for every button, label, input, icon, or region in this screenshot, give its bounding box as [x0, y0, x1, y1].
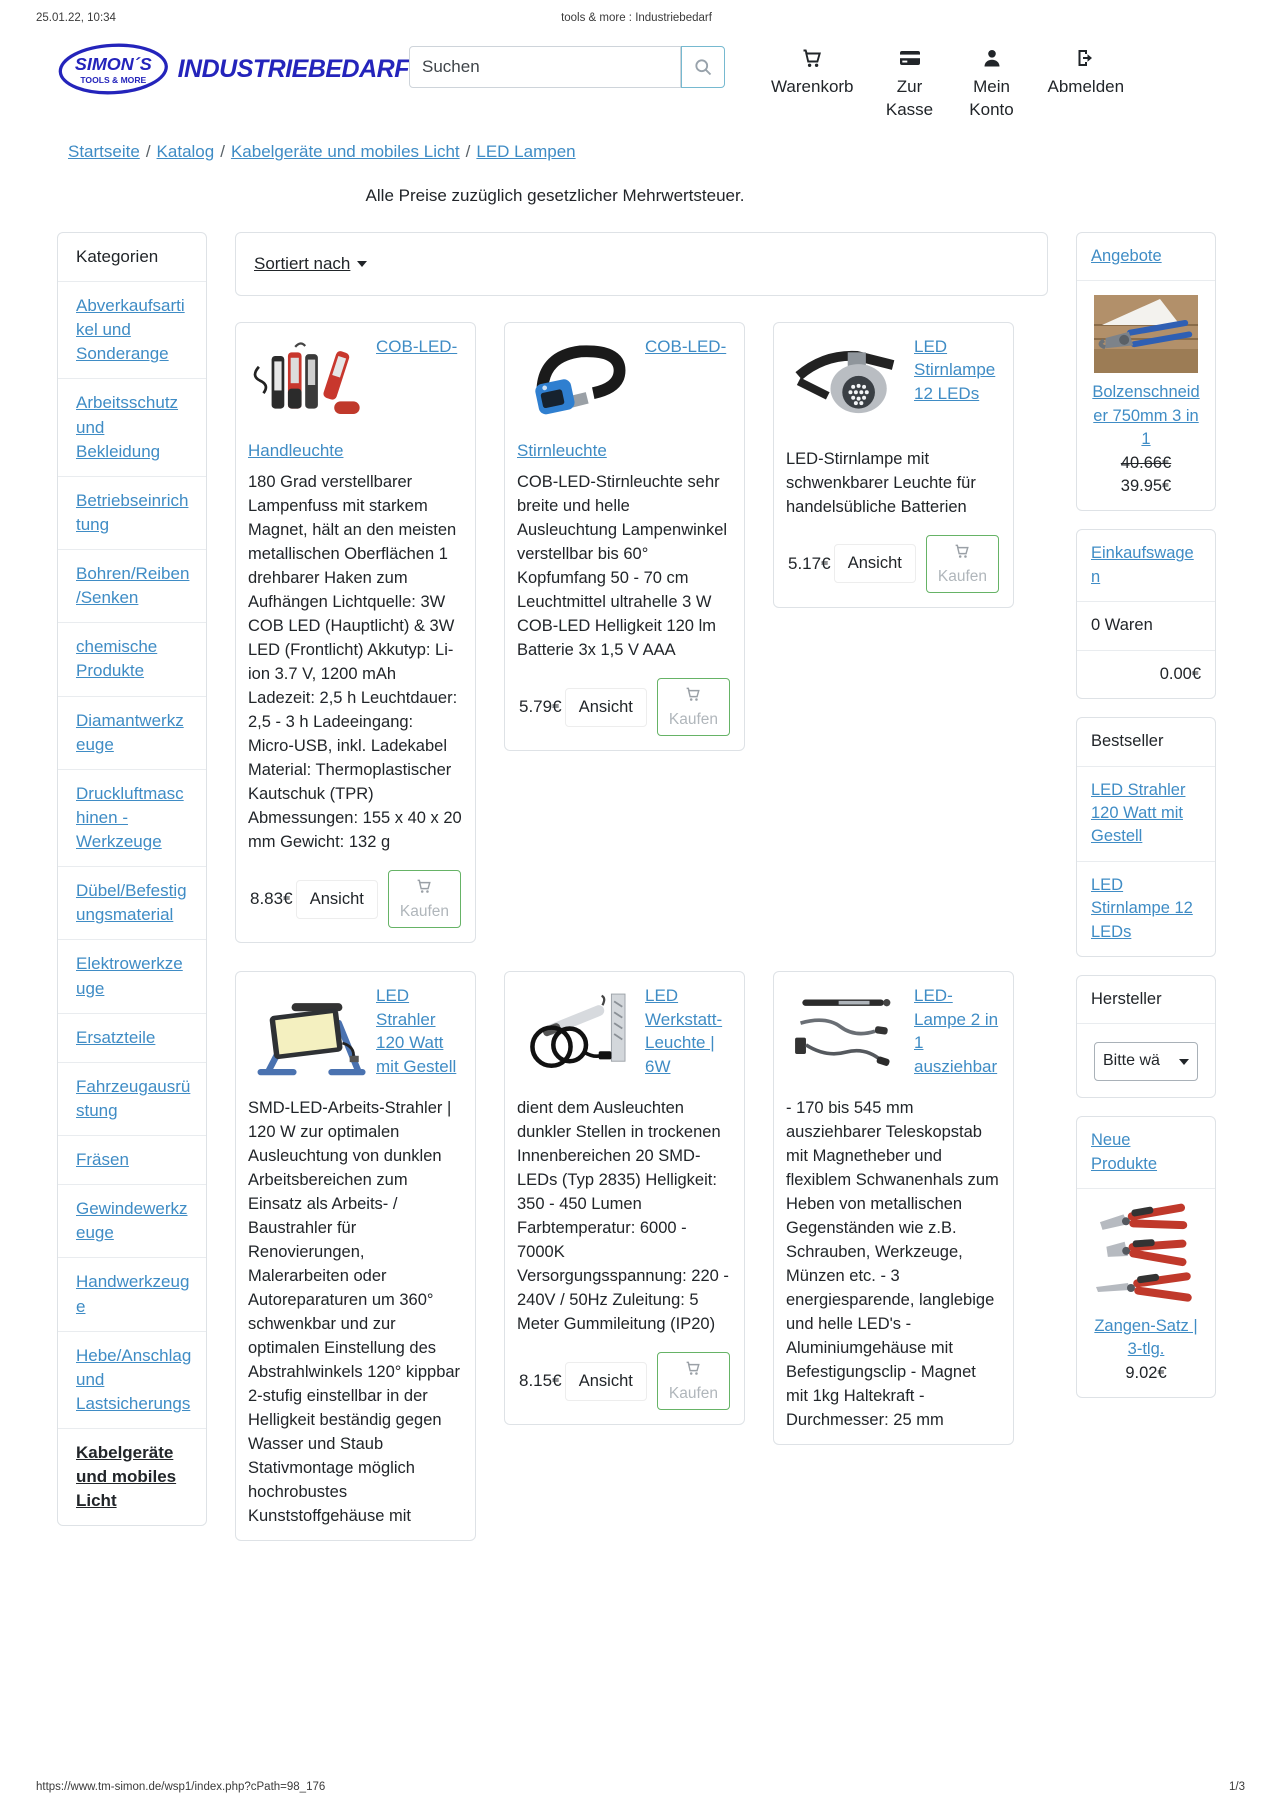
- offers-box: [1076, 232, 1216, 512]
- cart-summary-box: [1076, 529, 1216, 699]
- category-hebe-anschlag[interactable]: Hebe/Anschlag und Lastsicherungs: [76, 1345, 192, 1413]
- product-grid: [235, 322, 1048, 1541]
- category-fahrzeugausruestung[interactable]: Fahrzeugausrüstung: [76, 1076, 191, 1120]
- search-button[interactable]: [681, 46, 725, 88]
- new-product-image-zangen-satz[interactable]: [1094, 1203, 1198, 1307]
- view-button[interactable]: Ansicht: [834, 544, 916, 583]
- print-header: [0, 0, 1273, 24]
- nav-account[interactable]: [966, 46, 1018, 122]
- product-card-led-lampe-2in1: [773, 971, 1014, 1445]
- category-bohren[interactable]: Bohren/Reiben/Senken: [76, 564, 190, 608]
- product-card-cob-led-stirnleuchte: [504, 322, 745, 751]
- new-product-price: 9.02€: [1125, 1363, 1167, 1382]
- product-title-cob-led-stirnleuchte[interactable]: COB-LED-Stirnleuchte: [517, 336, 727, 460]
- person-icon: [980, 46, 1004, 70]
- new-product-link[interactable]: Zangen-Satz | 3-tlg.: [1094, 1317, 1198, 1359]
- breadcrumb-startseite[interactable]: Startseite: [68, 141, 140, 161]
- chevron-down-icon: [357, 261, 367, 267]
- product-description: LED-Stirnlampe mit schwenkbarer Leuchte für handelsübliche Batterien: [786, 449, 976, 516]
- manufacturer-select[interactable]: [1094, 1042, 1198, 1081]
- offer-product-link[interactable]: Bolzenschneider 750mm 3 in 1: [1092, 383, 1200, 449]
- buy-button-label: Kaufen: [668, 1385, 718, 1403]
- nav-logout-label: Abmelden: [1047, 77, 1125, 96]
- product-title-led-lampe-2in1[interactable]: LED-Lampe 2 in 1 ausziehbar: [914, 986, 999, 1076]
- bestseller-box: [1076, 717, 1216, 957]
- offer-old-price: 40.66€: [1120, 453, 1172, 472]
- svg-text:TOOLS & MORE: TOOLS & MORE: [80, 74, 147, 85]
- category-fraesen[interactable]: Fräsen: [76, 1150, 129, 1169]
- buy-button[interactable]: [657, 678, 730, 736]
- nav-logout[interactable]: [1048, 46, 1125, 122]
- category-arbeitsschutz[interactable]: Arbeitsschutz und Bekleidung: [76, 393, 179, 461]
- category-gewindewerkzeuge[interactable]: Gewindewerkzeuge: [76, 1199, 188, 1243]
- product-card-led-stirnlampe: [773, 322, 1014, 608]
- product-image-werkstatt-leuchte[interactable]: [517, 986, 635, 1082]
- cart-summary-title-link[interactable]: Einkaufswagen: [1091, 544, 1194, 586]
- category-chemische-produkte[interactable]: chemische Produkte: [76, 637, 158, 681]
- buy-button-label: Kaufen: [668, 711, 718, 729]
- buy-button[interactable]: [926, 535, 999, 593]
- view-button[interactable]: Ansicht: [565, 688, 647, 727]
- new-products-box: [1076, 1116, 1216, 1398]
- nav-cart[interactable]: [771, 46, 854, 122]
- category-betriebseinrichtung[interactable]: Betriebseinrichtung: [76, 490, 189, 534]
- product-description: COB-LED-Stirnleuchte sehr breite und helle Ausleuchtung Lampenwinkel verstellbar bis 60° Kopfumfang 50 - 70 cm Leuchtmittel ultrahelle 3 W COB-LED Helligkeit 120 lm Batterie 3x 1,5 V AAA: [517, 473, 728, 660]
- print-doc-title: tools & more : Industriebedarf: [561, 12, 712, 24]
- logout-icon: [1074, 46, 1098, 70]
- cart-total: 0.00€: [1077, 650, 1215, 698]
- bestseller-led-stirnlampe[interactable]: LED Stirnlampe 12 LEDs: [1091, 875, 1193, 941]
- product-actions: [786, 533, 1001, 595]
- buy-button[interactable]: [388, 870, 461, 928]
- breadcrumb-katalog[interactable]: Katalog: [156, 141, 215, 161]
- bestseller-title: Bestseller: [1091, 732, 1164, 751]
- category-elektrowerkzeuge[interactable]: Elektrowerkzeuge: [76, 954, 183, 998]
- product-title-led-stirnlampe[interactable]: LED Stirnlampe 12 LEDs: [914, 336, 996, 403]
- print-page-number: 1/3: [1229, 1781, 1245, 1793]
- nav-checkout-label: Zur Kasse: [885, 77, 934, 119]
- buy-button-label: Kaufen: [399, 903, 449, 921]
- site-header: [0, 24, 1273, 122]
- print-footer: [36, 1781, 1245, 1793]
- search-icon: [693, 57, 713, 77]
- product-actions: [248, 868, 463, 930]
- category-ersatzteile[interactable]: Ersatzteile: [76, 1027, 156, 1047]
- categories-title: Kategorien: [76, 246, 159, 266]
- nav-account-label: Mein Konto: [969, 77, 1014, 119]
- product-card-led-strahler: [235, 971, 476, 1541]
- category-druckluftmaschinen[interactable]: Druckluftmaschinen - Werkzeuge: [76, 783, 184, 851]
- chevron-down-icon: [1179, 1059, 1189, 1065]
- breadcrumb-separator: /: [145, 141, 151, 161]
- product-title-led-strahler[interactable]: LED Strahler 120 Watt mit Gestell: [376, 986, 457, 1076]
- product-description: - 170 bis 545 mm ausziehbarer Teleskopstab mit Magnetheber und flexiblem Schwanenhals zum Heben von metallischen Gegenständen wie z.B. Schrauben, Werkzeuge, Münzen etc. - 3 energiesparende, langlebige und helle LED's - Aluminiumgehäuse mit Befestigungsclip - Magnet mit 1kg Haltekraft - Durchmesser: 25 mm: [786, 1099, 999, 1430]
- product-card-werkstatt-leuchte: [504, 971, 745, 1425]
- print-header-spacer: [937, 12, 1237, 24]
- cart-icon: [952, 542, 972, 565]
- categories-sidebar: [57, 232, 207, 1527]
- content-layout: [0, 206, 1273, 1541]
- buy-button-label: Kaufen: [937, 567, 987, 585]
- category-abverkaufsartikel[interactable]: Abverkaufsartikel und Sonderange: [76, 296, 185, 364]
- product-price: 8.83€: [250, 889, 293, 909]
- breadcrumb-separator: /: [465, 141, 471, 161]
- nav-checkout[interactable]: [884, 46, 936, 122]
- product-price: 8.15€: [519, 1371, 562, 1391]
- header-nav: [771, 46, 1124, 122]
- buy-button[interactable]: [657, 1352, 730, 1410]
- product-listing: [235, 232, 1048, 1541]
- breadcrumb-kabelgeraete[interactable]: Kabelgeräte und mobiles Licht: [230, 141, 460, 161]
- breadcrumb: [0, 122, 1273, 162]
- product-description: SMD-LED-Arbeits-Strahler | 120 W zur optimalen Ausleuchtung von dunklen Arbeitsbereichen zum Einsatz als Arbeits- / Baustrahler für Renovierungen, Malerarbeiten oder Autoreparaturen um 360° schwenkbar und zur optimalen Einstellung des Abstrahlwinkels 120° kippbar 2-stufig einstellbar in der Helligkeit beständig gegen Wasser und Staub Stativmontage möglich hochrobustes Kunststoffgehäuse mit: [248, 1099, 461, 1526]
- nav-cart-label: Warenkorb: [771, 77, 854, 96]
- product-image-led-strahler[interactable]: [248, 986, 366, 1082]
- vat-notice: Alle Preise zuzüglich gesetzlicher Mehrwertsteuer.: [365, 185, 745, 205]
- cart-icon: [800, 46, 824, 70]
- breadcrumb-separator: /: [220, 141, 225, 161]
- product-price: 5.17€: [788, 553, 831, 573]
- manufacturer-select-value: Bitte wä: [1103, 1052, 1160, 1070]
- product-image-cob-led-stirnleuchte[interactable]: [517, 337, 635, 433]
- breadcrumb-led-lampen[interactable]: LED Lampen: [476, 141, 576, 161]
- product-image-led-stirnlampe[interactable]: [786, 337, 904, 433]
- product-title-werkstatt-leuchte[interactable]: LED Werkstatt-Leuchte | 6W: [645, 986, 723, 1076]
- offers-title-link[interactable]: Angebote: [1091, 246, 1162, 265]
- cart-item-count: 0 Waren: [1077, 601, 1215, 649]
- category-duebel[interactable]: Dübel/Befestigungsmaterial: [76, 881, 187, 925]
- category-handwerkzeuge[interactable]: Handwerkzeuge: [76, 1272, 190, 1316]
- credit-card-icon: [898, 46, 922, 70]
- cart-icon: [414, 877, 434, 900]
- product-title-cob-led-handleuchte[interactable]: COB-LED-Handleuchte: [248, 336, 458, 460]
- search-bar: [409, 46, 725, 88]
- cart-icon: [683, 1359, 703, 1382]
- svg-text:SIMON´S: SIMON´S: [74, 53, 152, 74]
- product-image-cob-led-handleuchte[interactable]: [248, 337, 366, 433]
- category-diamantwerkzeuge[interactable]: Diamantwerkzeuge: [76, 710, 184, 754]
- view-button[interactable]: Ansicht: [296, 880, 378, 919]
- bestseller-led-strahler[interactable]: LED Strahler 120 Watt mit Gestell: [1091, 780, 1186, 846]
- sort-dropdown[interactable]: Sortiert nach: [254, 253, 351, 273]
- product-description: 180 Grad verstellbarer Lampenfuss mit starkem Magnet, hält an den meisten metallischen Oberflächen 1 drehbarer Haken zum Aufhängen Lichtquelle: 3W COB LED (Hauptlicht) & 3W LED (Frontlicht) Akkutyp: Li-ion 3.7 V, 1200 mAh Ladezeit: 2,5 h Leuchtdauer: 2,5 - 3 h Ladeeingang: Micro-USB, inkl. Ladekabel Material: Thermoplastischer Kautschuk (TPR) Abmessungen: 155 x 40 x 20 mm Gewicht: 132 g: [248, 473, 462, 852]
- product-actions: [517, 676, 732, 738]
- offer-price: 39.95€: [1120, 476, 1172, 495]
- print-datetime: 25.01.22, 10:34: [36, 12, 116, 24]
- manufacturer-box: [1076, 975, 1216, 1098]
- logo-oval-icon: [57, 34, 170, 104]
- new-products-title-link[interactable]: Neue Produkte: [1091, 1131, 1158, 1173]
- shop-logo[interactable]: [57, 34, 409, 104]
- product-actions: [517, 1350, 732, 1412]
- view-button[interactable]: Ansicht: [565, 1362, 647, 1401]
- search-input[interactable]: [409, 46, 681, 88]
- manufacturer-title: Hersteller: [1091, 990, 1162, 1009]
- product-card-cob-led-handleuchte: [235, 322, 476, 943]
- product-image-led-lampe-2in1[interactable]: [786, 986, 904, 1082]
- sort-toolbar: [235, 232, 1048, 296]
- print-url: https://www.tm-simon.de/wsp1/index.php?cPath=98_176: [36, 1781, 326, 1793]
- offer-image-bolzenschneider[interactable]: [1094, 295, 1198, 373]
- right-sidebar: [1076, 232, 1216, 1416]
- brand-name: INDUSTRIEBEDARF: [177, 54, 409, 83]
- cart-icon: [683, 685, 703, 708]
- category-kabelgeraete-current[interactable]: Kabelgeräte und mobiles Licht: [76, 1443, 177, 1511]
- product-price: 5.79€: [519, 697, 562, 717]
- product-description: dient dem Ausleuchten dunkler Stellen in trockenen Innenbereichen 20 SMD-LEDs (Typ 2835) Helligkeit: 350 - 450 Lumen Farbtemperatur: 6000 - 7000K Versorgungsspannung: 220 - 240V / 50Hz Zuleitung: 5 Meter Gummileitung (IP20): [517, 1099, 729, 1334]
